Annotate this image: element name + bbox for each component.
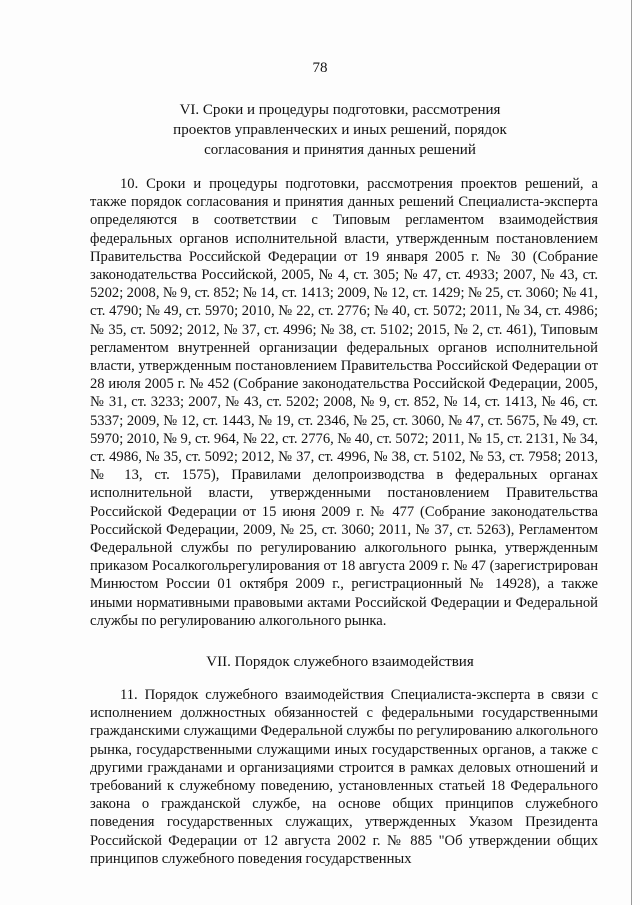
section-6-heading (90, 100, 590, 160)
section-7-heading: VII. Порядок служебного взаимодействия (206, 654, 474, 670)
paragraph-11: 11. Порядок служебного взаимодействия Специалиста-эксперта в связи с исполнением должностных обязанностей с федеральными государственными гражданскими служащими Федеральной службы по регулированию алкогольного рынка, государственными служащими иных государственных органов, а также с другими гражданами и организациями строится в рамках деловых отношений и требований к служебному поведению, установленных статьей 18 Федерального закона о гражданской службе, на основе общих принципов служебного поведения государственных служащих, утвержденных Указом Президента Российской Федерации от 12 августа 2002 г. № 885 "Об утверждении общих принципов служебного поведения государственных (90, 687, 598, 867)
section-6-heading-line-1: VI. Сроки и процедуры подготовки, рассмотрения (179, 102, 501, 118)
page-edge (631, 0, 632, 905)
page-number: 78 (312, 60, 328, 76)
paragraph-10: 10. Сроки и процедуры подготовки, рассмотрения проектов решений, а также порядок согласования и принятия данных решений Специалиста-эксперта определяются в соответствии с Типовым регламентом взаимодействия федеральных органов исполнительной власти, утвержденным постановлением Правительства Российской Федерации от 19 января 2005 г. № 30 (Собрание законодательства Российской, 2005, № 4, ст. 305; № 47, ст. 4933; 2007, № 43, ст. 5202; 2008, № 9, ст. 852; № 14, ст. 1413; 2009, № 12, ст. 1429; № 25, ст. 3060; № 41, ст. 4790; № 49, ст. 5970; 2010, № 22, ст. 2776; № 40, ст. 5072; 2011, № 34, ст. 4986; № 35, ст. 5092; 2012, № 37, ст. 4996; № 38, ст. 5102; 2015, № 2, ст. 461), Типовым регламентом внутренней организации федеральных органов исполнительной власти, утвержденным постановлением Правительства Российской Федерации от 28 июля 2005 г. № 452 (Собрание законодательства Российской Федерации, 2005, № 31, ст. 3233; 2007, № 43, ст. 5202; 2008, № 9, ст. 852, № 14, ст. 1413, № 46, ст. 5337; 2009, № 12, ст. 1443, № 19, ст. 2346, № 25, ст. 3060, № 47, ст. 5675, № 49, ст. 5970; 2010, № 9, ст. 964, № 22, ст. 2776, № 40, ст. 5072; 2011, № 15, ст. 2131, № 34, ст. 4986, № 35, ст. 5092; 2012, № 37, ст. 4996, № 38, ст. 5102, № 53, ст. 7958; 2013, № 13, ст. 1575), Правилами делопроизводства в федеральных органах исполнительной власти, утвержденными постановлением Правительства Российской Федерации от 15 июня 2009 г. № 477 (Собрание законодательства Российской Федерации, 2009, № 25, ст. 3060; 2011, № 37, ст. 5263), Регламентом Федеральной службы по регулированию алкогольного рынка, утвержденным приказом Росалкогольрегулирования от 18 августа 2009 г. № 47 (зарегистрирован Минюстом России 01 октября 2009 г., регистрационный № 14928), а также иными нормативными правовыми актами Российской Федерации и Федеральной службы по регулированию алкогольного рынка. (90, 176, 598, 629)
section-6-heading-line-3: согласования и принятия данных решений (204, 142, 476, 158)
section-6-heading-line-2: проектов управленческих и иных решений, порядок (173, 122, 507, 138)
